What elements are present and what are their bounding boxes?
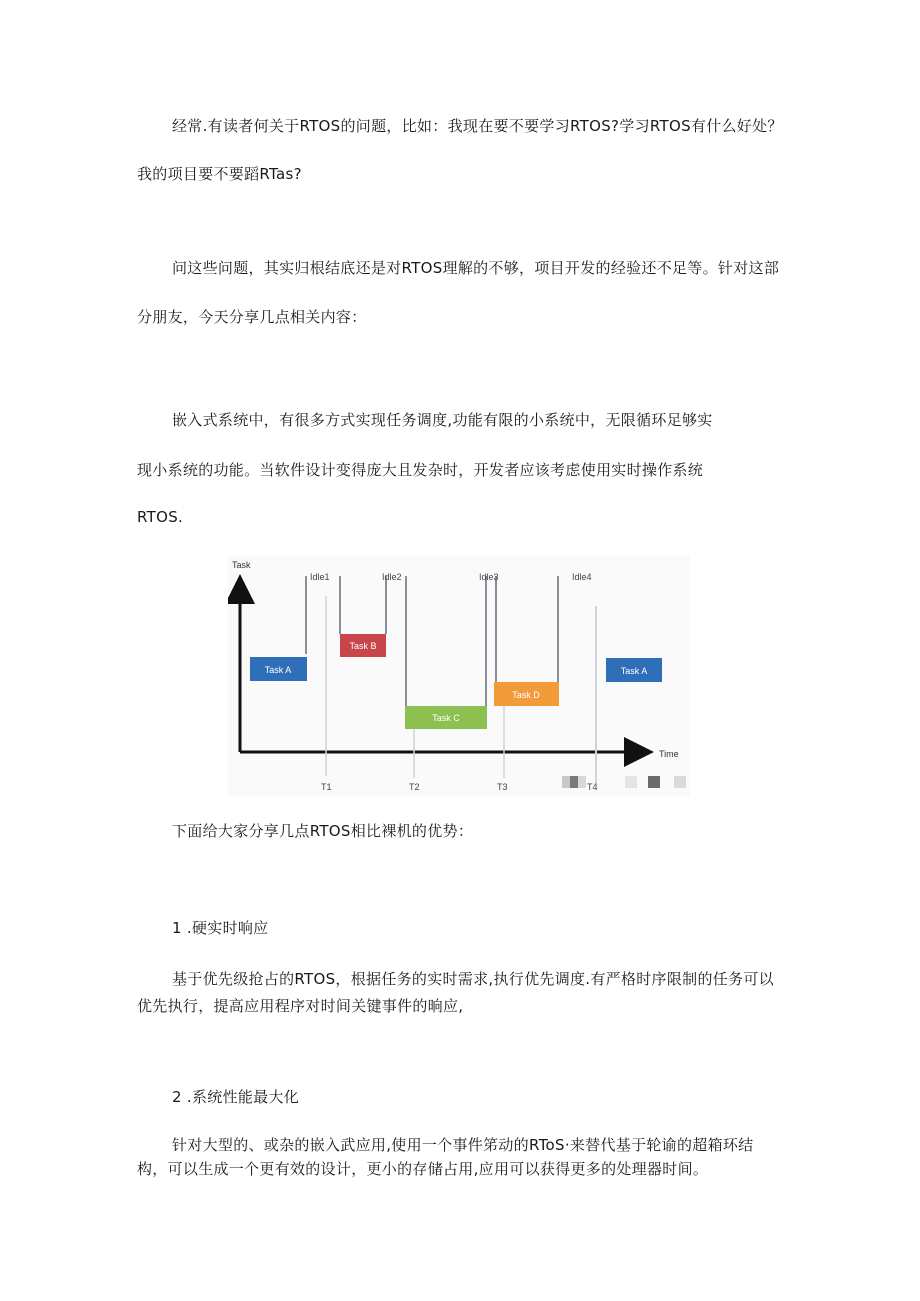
section-1-heading: 1 .硬实时响应	[172, 919, 269, 937]
x-axis-label: Time	[659, 749, 679, 759]
paragraph-3-line-2: 现小系统的功能。当软件设计变得庞大且发杂时，开发者应该考虑使用实时操作系统	[137, 461, 704, 479]
paragraph-4-line-1: 下面给大家分享几点RTOS相比裸机的优势：	[172, 822, 474, 840]
idle-label-3: Idle3	[479, 572, 499, 582]
y-axis-label: Task	[232, 560, 251, 570]
paragraph-1-line-1: 经常.有读者何关于RTOS的问题，比如：我现在要不要学习RTOS?学习RTOS有什么好处？	[172, 117, 783, 135]
paragraph-2-line-1: 问这些问题，其实归根结底还是对RTOS理解的不够，项目开发的经验还不足等。针对这部	[172, 259, 780, 277]
time-label-t2: T2	[409, 782, 420, 792]
task-b-label: Task B	[349, 641, 377, 651]
section-1-line-1: 基于优先级抢占的RTOS，根据任务的实时需求,执行优先调度.有严格时序限制的任务可以	[172, 970, 774, 988]
task-scheduling-diagram	[228, 556, 690, 796]
task-d-label: Task D	[512, 690, 540, 700]
task-scheduling-figure	[228, 556, 690, 796]
task-a-label: Task A	[264, 665, 292, 675]
task-a-repeat-label: Task A	[620, 666, 648, 676]
section-2-line-2: 构，可以生成一个更有效的设计，更小的存储占用,应用可以获得更多的处理器时间。	[137, 1160, 709, 1178]
task-c-label: Task C	[432, 713, 460, 723]
idle-label-2: Idle2	[382, 572, 402, 582]
paragraph-3-line-3: RTOS.	[137, 508, 184, 526]
idle-label-1: Idle1	[310, 572, 330, 582]
idle-label-4: Idle4	[572, 572, 592, 582]
time-label-t1: T1	[321, 782, 332, 792]
section-2-heading: 2 .系统性能最大化	[172, 1088, 300, 1106]
time-label-t3: T3	[497, 782, 508, 792]
time-label-t4: T4	[587, 782, 598, 792]
section-2-line-1: 针对大型的、或杂的嵌入武应用,使用一个事件笫动的RToS·来替代基于轮谕的超箱环结	[172, 1136, 754, 1154]
paragraph-1-line-2: 我的项目要不要蹈RTas?	[137, 165, 302, 183]
paragraph-3-line-1: 嵌入式系统中，有很多方式实现任务调度,功能有限的小系统中，无限循环足够实	[172, 411, 713, 429]
paragraph-2-line-2: 分朋友，今天分享几点相关内容：	[137, 308, 367, 326]
section-1-line-2: 优先执行，提高应用程序对时间关键事件的晌应,	[137, 997, 464, 1015]
